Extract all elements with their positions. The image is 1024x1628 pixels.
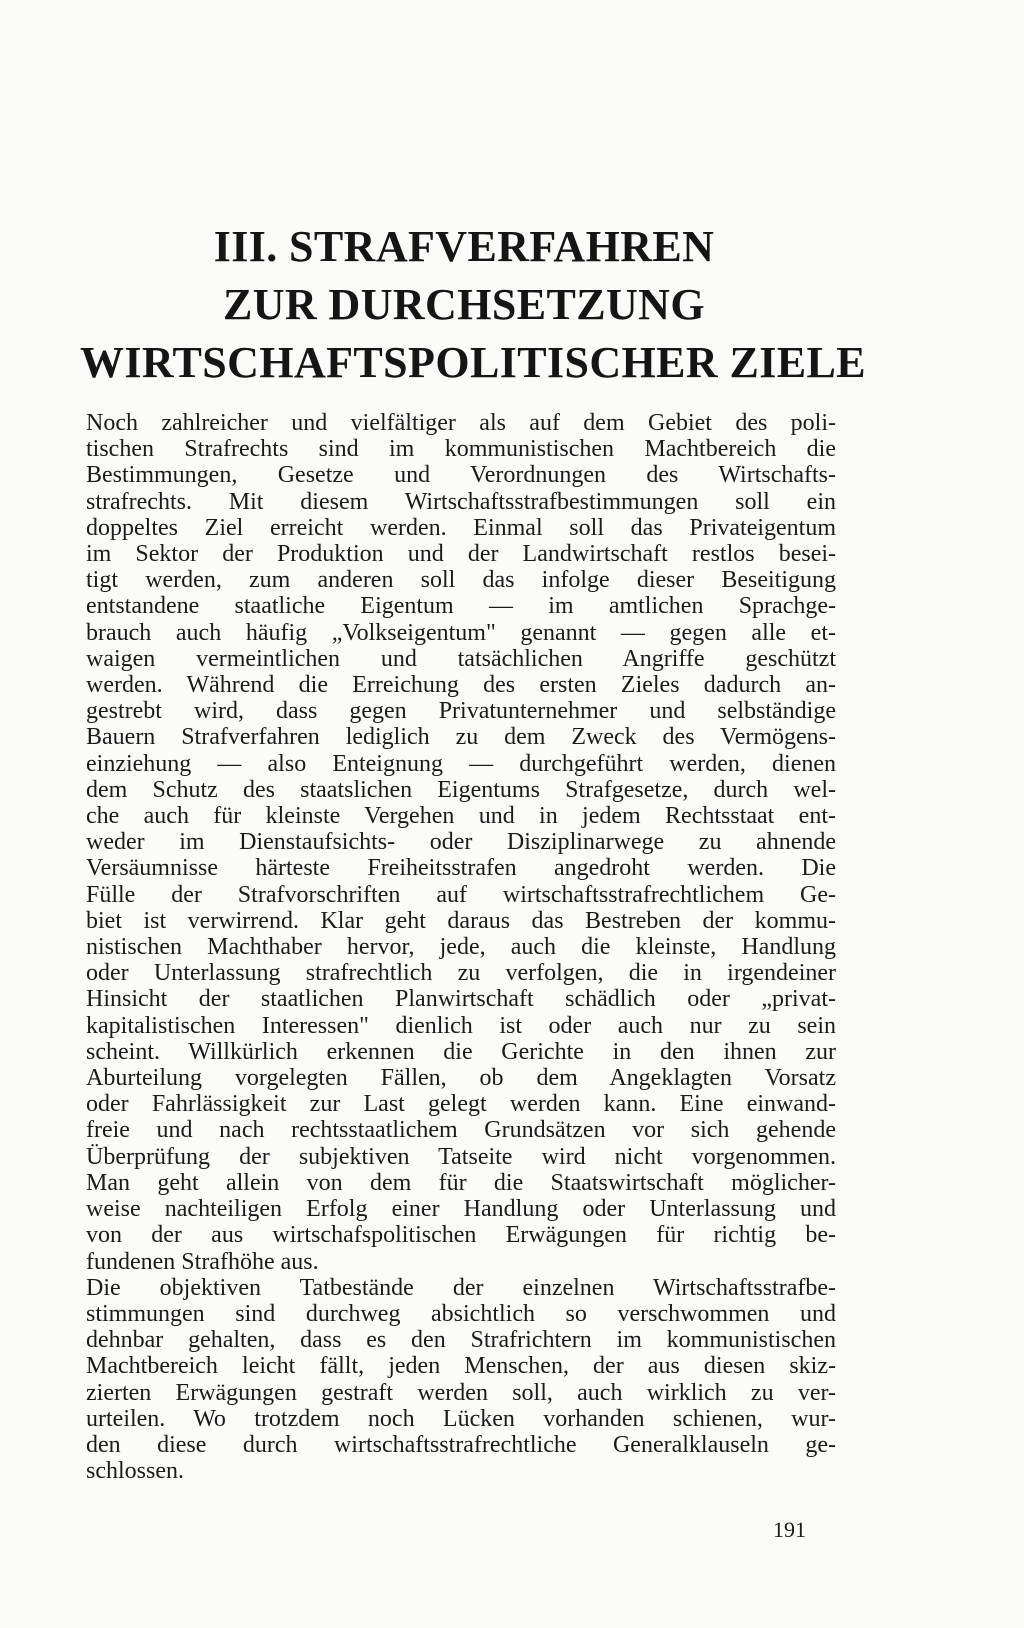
text-line: dem Schutz des staatslichen Eigentums Strafgesetze, durch wel- [86, 776, 836, 803]
text-line: oder Unterlassung strafrechtlich zu verfolgen, die in irgendeiner [86, 960, 836, 987]
heading-line: ZUR DURCHSETZUNG [223, 280, 705, 329]
text-line: Die objektiven Tatbestände der einzelnen Wirtschaftsstrafbe- [86, 1274, 836, 1301]
text-line: Überprüfung der subjektiven Tatseite wird nicht vorgenommen. [86, 1143, 836, 1170]
text-line: doppeltes Ziel erreicht werden. Einmal soll das Privateigentum [86, 514, 836, 541]
text-line: tischen Strafrechts sind im kommunistischen Machtbereich die [86, 436, 836, 463]
text-line: waigen vermeintlichen und tatsächlichen Angriffe geschützt [86, 645, 836, 672]
text-line: Bauern Strafverfahren lediglich zu dem Zweck des Vermögens- [86, 724, 836, 751]
text-line: che auch für kleinste Vergehen und in jedem Rechtsstaat ent- [86, 803, 836, 830]
text-line: Aburteilung vorgelegten Fällen, ob dem Angeklagten Vorsatz [86, 1065, 836, 1092]
text-line: einziehung — also Enteignung — durchgeführt werden, dienen [86, 750, 836, 777]
text-line: oder Fahrlässigkeit zur Last gelegt werden kann. Eine einwand- [86, 1091, 836, 1118]
page-number: 191 [773, 1517, 806, 1542]
text-line: werden. Während die Erreichung des ersten Zieles dadurch an- [86, 672, 836, 699]
text-line: dehnbar gehalten, dass es den Strafrichtern im kommunistischen [86, 1327, 836, 1354]
text-line: tigt werden, zum anderen soll das infolge dieser Beseitigung [86, 567, 836, 594]
text-line: Noch zahlreicher und vielfältiger als auf dem Gebiet des poli- [86, 410, 836, 436]
text-line: Fülle der Strafvorschriften auf wirtschaftsstrafrechtlichem Ge- [86, 881, 836, 908]
text-line: weise nachteiligen Erfolg einer Handlung oder Unterlassung und [86, 1196, 836, 1223]
heading-line: III. STRAFVERFAHREN [213, 222, 715, 271]
chapter-heading [80, 218, 866, 392]
text-line: Hinsicht der staatlichen Planwirtschaft schädlich oder „privat- [86, 986, 836, 1013]
text-line: urteilen. Wo trotzdem noch Lücken vorhanden schienen, wur- [86, 1405, 836, 1432]
heading-line: WIRTSCHAFTSPOLITISCHER ZIELE [80, 338, 866, 387]
text-line: brauch auch häufig „Volkseigentum" genannt — gegen alle et- [86, 619, 836, 646]
text-line: schlossen. [86, 1458, 184, 1485]
text-line: von der aus wirtschafspolitischen Erwägungen für richtig be- [86, 1222, 836, 1249]
text-line: nistischen Machthaber hervor, jede, auch die kleinste, Handlung [86, 934, 836, 961]
text-line: Machtbereich leicht fällt, jeden Menschen, der aus diesen skiz- [86, 1353, 836, 1380]
body-text [86, 410, 836, 1484]
text-line: scheint. Willkürlich erkennen die Gerichte in den ihnen zur [86, 1038, 836, 1065]
text-line: weder im Dienstaufsichts- oder Disziplinarwege zu ahnende [86, 829, 836, 856]
text-line: freie und nach rechtsstaatlichem Grundsätzen vor sich gehende [86, 1117, 836, 1144]
text-line: stimmungen sind durchweg absichtlich so verschwommen und [86, 1300, 836, 1327]
text-line: Bestimmungen, Gesetze und Verordnungen des Wirtschafts- [86, 462, 836, 489]
text-line: strafrechts. Mit diesem Wirtschaftsstrafbestimmungen soll ein [86, 488, 836, 515]
text-line: Man geht allein von dem für die Staatswirtschaft möglicher- [86, 1169, 836, 1196]
text-line: gestrebt wird, dass gegen Privatunternehmer und selbständige [86, 698, 836, 725]
text-line: biet ist verwirrend. Klar geht daraus das Bestreben der kommu- [86, 907, 836, 934]
text-line: kapitalistischen Interessen" dienlich ist oder auch nur zu sein [86, 1012, 836, 1039]
text-line: fundenen Strafhöhe aus. [86, 1248, 319, 1275]
text-line: zierten Erwägungen gestraft werden soll, auch wirklich zu ver- [86, 1379, 836, 1406]
text-line: den diese durch wirtschaftsstrafrechtliche Generalklauseln ge- [86, 1431, 836, 1458]
text-line: entstandene staatliche Eigentum — im amtlichen Sprachge- [86, 593, 836, 620]
text-line: im Sektor der Produktion und der Landwirtschaft restlos besei- [86, 541, 836, 568]
text-line: Versäumnisse härteste Freiheitsstrafen angedroht werden. Die [86, 855, 836, 882]
